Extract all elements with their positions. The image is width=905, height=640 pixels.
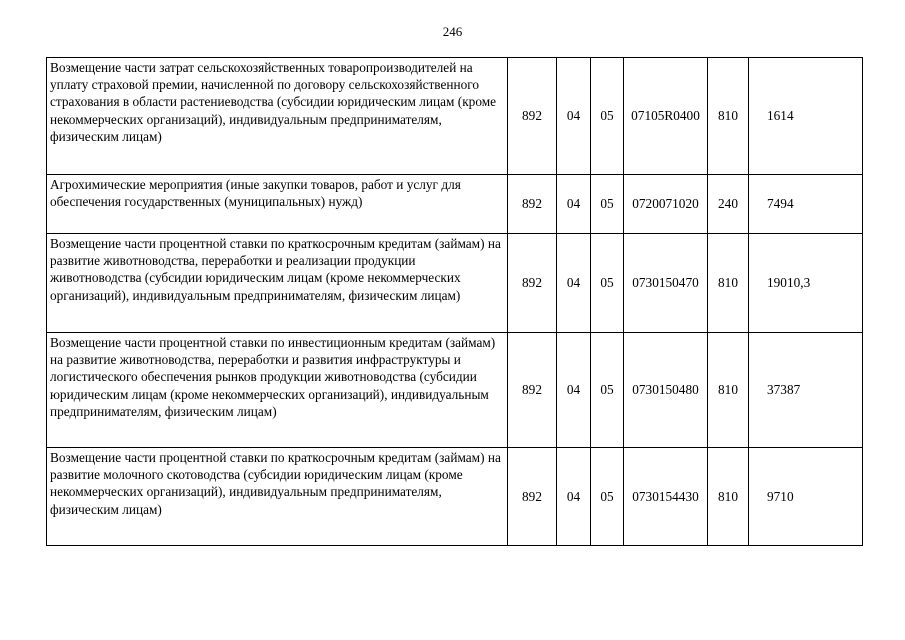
- target-article-code: 07105R0400: [624, 58, 708, 175]
- subsection-code: 05: [591, 234, 624, 333]
- expense-type-code: 240: [708, 175, 749, 234]
- subsection-code: 05: [591, 333, 624, 448]
- expense-type-code: 810: [708, 333, 749, 448]
- amount-value: 1614: [749, 58, 863, 175]
- amount-value: 7494: [749, 175, 863, 234]
- section-code: 04: [557, 448, 591, 546]
- section-code: 04: [557, 58, 591, 175]
- section-code: 04: [557, 175, 591, 234]
- row-description: Возмещение части процентной ставки по краткосрочным кредитам (займам) на развитие молочного скотоводства (субсидии юридическим лицам (кроме некоммерческих организаций), индивидуальным предпринимателям, физическим лицам): [47, 448, 508, 546]
- ministry-code: 892: [508, 333, 557, 448]
- target-article-code: 0720071020: [624, 175, 708, 234]
- budget-table: [46, 57, 863, 546]
- expense-type-code: 810: [708, 448, 749, 546]
- amount-value: 37387: [749, 333, 863, 448]
- table-row: [47, 175, 863, 234]
- page-number: 246: [442, 24, 463, 39]
- section-code: 04: [557, 333, 591, 448]
- ministry-code: 892: [508, 448, 557, 546]
- expense-type-code: 810: [708, 58, 749, 175]
- ministry-code: 892: [508, 175, 557, 234]
- target-article-code: 0730150480: [624, 333, 708, 448]
- ministry-code: 892: [508, 58, 557, 175]
- amount-value: 9710: [749, 448, 863, 546]
- target-article-code: 0730150470: [624, 234, 708, 333]
- subsection-code: 05: [591, 175, 624, 234]
- subsection-code: 05: [591, 58, 624, 175]
- row-description: Возмещение части затрат сельскохозяйственных товаропроизводителей на уплату страховой премии, начисленной по договору сельскохозяйственного страхования в области растениеводства (субсидии юридическим лицам (кроме некоммерческих организаций), индивидуальным предпринимателям, физическим лицам): [47, 58, 508, 175]
- target-article-code: 0730154430: [624, 448, 708, 546]
- row-description: Агрохимические мероприятия (иные закупки товаров, работ и услуг для обеспечения государственных (муниципальных) нужд): [47, 175, 508, 234]
- expense-type-code: 810: [708, 234, 749, 333]
- row-description: Возмещение части процентной ставки по инвестиционным кредитам (займам) на развитие животноводства, переработки и развития инфраструктуры и логистического обеспечения рынков продукции животноводства (субсидии юридическим лицам (кроме некоммерческих организаций), индивидуальным предпринимателям, физическим лицам): [47, 333, 508, 448]
- table-row: [47, 234, 863, 333]
- subsection-code: 05: [591, 448, 624, 546]
- section-code: 04: [557, 234, 591, 333]
- ministry-code: 892: [508, 234, 557, 333]
- table-row: [47, 58, 863, 175]
- table-row: [47, 333, 863, 448]
- table-row: [47, 448, 863, 546]
- amount-value: 19010,3: [749, 234, 863, 333]
- row-description: Возмещение части процентной ставки по краткосрочным кредитам (займам) на развитие животноводства, переработки и реализации продукции животноводства (субсидии юридическим лицам (кроме некоммерческих организаций), индивидуальным предпринимателям, физическим лицам): [47, 234, 508, 333]
